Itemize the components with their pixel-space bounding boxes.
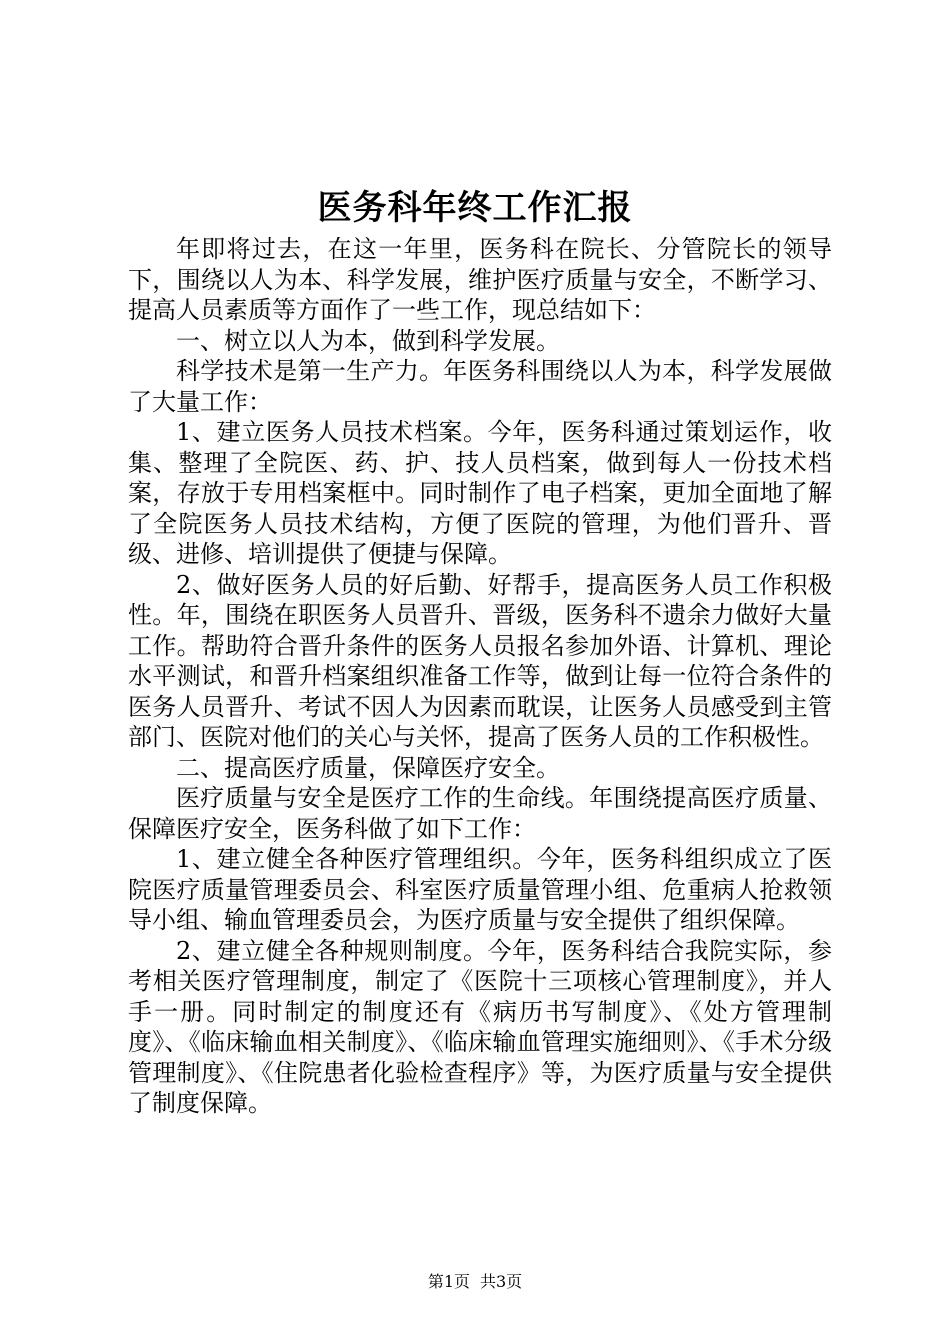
section-heading-1: 一、树立以人为本，做到科学发展。 xyxy=(176,326,560,355)
paragraph: 1、建立医务人员技术档案。今年，医务科通过策划运作，收集、整理了全院医、药、护、技人员档案，做到每人一份技术档案，存放于专用档案框中。同时制作了电子档案，更加全面地了解了全院医务人员技术结构，方便了医院的管理，为他们晋升、晋级、进修、培训提供了便捷与保障。 xyxy=(128,418,832,568)
document-body xyxy=(128,234,832,1119)
page-number: 第1页 xyxy=(427,1272,470,1291)
paragraph: 科学技术是第一生产力。年医务科围绕以人为本，科学发展做了大量工作： xyxy=(128,357,832,416)
paragraph-intro: 年即将过去，在这一年里，医务科在院长、分管院长的领导下，围绕以人为本、科学发展，维护医疗质量与安全，不断学习、提高人员素质等方面作了一些工作，现总结如下： xyxy=(128,235,832,324)
paragraph: 2、建立健全各种规则制度。今年，医务科结合我院实际，参考相关医疗管理制度，制定了《医院十三项核心管理制度》，并人手一册。同时制定的制度还有《病历书写制度》、《处方管理制度》、《临床输血相关制度》、《临床输血管理实施细则》、《手术分级管理制度》、《住院患者化验检查程序》等，为医疗质量与安全提供了制度保障。 xyxy=(128,936,832,1117)
page-total: 共3页 xyxy=(480,1272,523,1291)
document-title: 医务科年终工作汇报 xyxy=(317,188,633,228)
paragraph: 1、建立健全各种医疗管理组织。今年，医务科组织成立了医院医疗质量管理委员会、科室医疗质量管理小组、危重病人抢救领导小组、输血管理委员会，为医疗质量与安全提供了组织保障。 xyxy=(128,845,832,934)
paragraph: 2、做好医务人员的好后勤、好帮手，提高医务人员工作积极性。年，围绕在职医务人员晋升、晋级，医务科不遗余力做好大量工作。帮助符合晋升条件的医务人员报名参加外语、计算机、理论水平测试，和晋升档案组织准备工作等，做到让每一位符合条件的医务人员晋升、考试不因人为因素而耽误，让医务人员感受到主管部门、医院对他们的关心与关怀，提高了医务人员的工作积极性。 xyxy=(128,570,832,751)
paragraph: 医疗质量与安全是医疗工作的生命线。年围绕提高医疗质量、保障医疗安全，医务科做了如下工作： xyxy=(128,784,832,843)
section-heading-2: 二、提高医疗质量，保障医疗安全。 xyxy=(176,753,560,782)
page-footer xyxy=(0,1270,950,1294)
